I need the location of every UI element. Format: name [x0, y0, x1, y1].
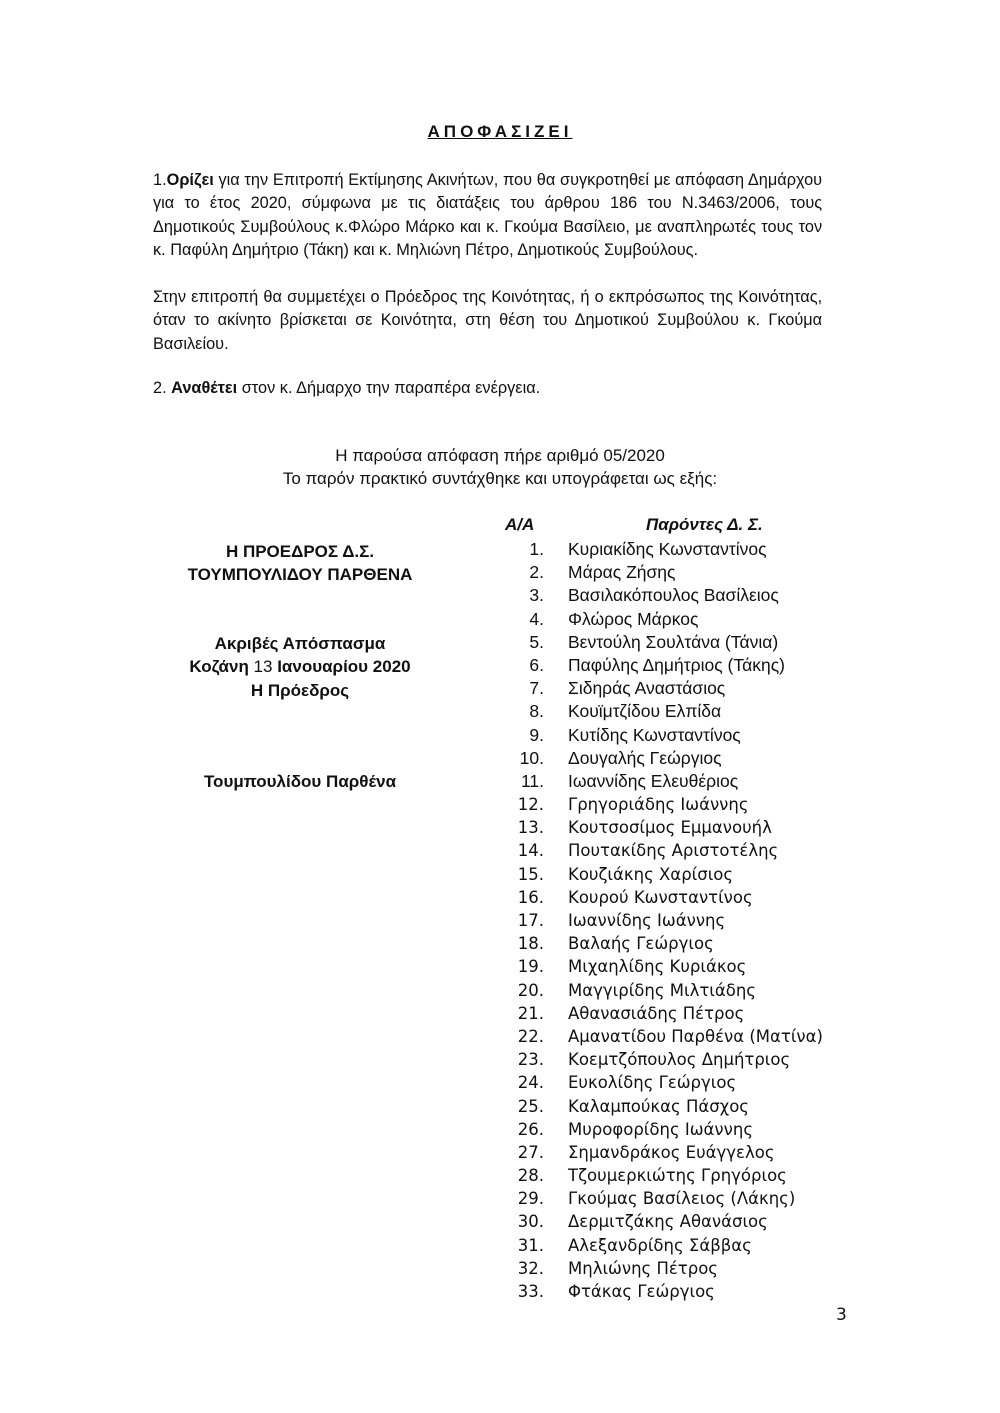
- attendance-row-name: Αμανατίδου Παρθένα (Ματίνα): [568, 1026, 823, 1046]
- attendance-row-name: Κουϊμτζίδου Ελπίδα: [568, 701, 722, 722]
- attendance-row-name: Βαλαής Γεώργιος: [568, 934, 714, 954]
- attendance-row-number: 22.: [517, 1026, 544, 1046]
- attendance-row-name: Κυριακίδης Κωνσταντίνος: [568, 539, 767, 559]
- paragraph-1-verb: Ορίζει: [166, 170, 214, 189]
- attendance-row: [500, 584, 900, 607]
- attendance-row: [500, 932, 900, 955]
- paragraph-1b: Στην επιτροπή θα συμμετέχει ο Πρόεδρος της Κοινότητας, ή ο εκπρόσωπος της Κοινότητας, όταν το ακίνητο βρίσκεται σε Κοινότητα, στη θέση του Δημοτικού Συμβούλου κ. Γκούμα Βασιλείου.: [153, 287, 823, 353]
- page-number: 3: [836, 1305, 847, 1325]
- attendance-row: [500, 1210, 900, 1233]
- attendance-row-name: Αλεξανδρίδης Σάββας: [568, 1235, 752, 1255]
- attendance-row-name: Φλώρος Μάρκος: [568, 608, 699, 629]
- attendance-row-number: 20.: [517, 980, 544, 1000]
- attendance-row-number: 29.: [517, 1189, 544, 1209]
- attendance-row: [500, 1141, 900, 1164]
- extract-day: 13: [248, 657, 278, 677]
- extract-role: Η Πρόεδρος: [250, 680, 350, 700]
- attendance-row-number: 32.: [517, 1258, 544, 1278]
- paragraph-2-number: 2.: [153, 378, 172, 397]
- attendance-row-number: 11.: [520, 770, 544, 791]
- attendance-row-name: Δουγαλής Γεώργιος: [568, 747, 722, 768]
- attendance-row-name: Κοεμτζόπουλος Δημήτριος: [568, 1050, 791, 1070]
- attendance-row-name: Αθανασιάδης Πέτρος: [568, 1003, 745, 1023]
- decision-number-line: Η παρούσα απόφαση πήρε αριθμό 05/2020: [335, 446, 665, 465]
- attendance-row-number: 24.: [517, 1073, 544, 1093]
- attendance-row-number: 26.: [517, 1119, 544, 1139]
- attendance-row: [500, 770, 900, 793]
- attendance-row: [500, 886, 900, 909]
- paragraph-1-number: 1.: [153, 170, 167, 189]
- attendance-row: [500, 863, 900, 886]
- signature-name: Τουμπουλίδου Παρθένα: [203, 772, 397, 791]
- attendance-row-number: 19.: [517, 957, 544, 977]
- president-title: Η ΠΡΟΕΔΡΟΣ Δ.Σ.: [225, 542, 375, 561]
- attendance-row-name: Φτάκας Γεώργιος: [568, 1282, 715, 1301]
- attendance-row-name: Ιωαννίδης Ιωάννης: [568, 911, 726, 930]
- attendance-row-number: 1.: [529, 539, 544, 559]
- attendance-row-number: 10.: [519, 747, 544, 768]
- attendance-row-number: 9.: [529, 724, 544, 745]
- attendance-row: [500, 700, 900, 723]
- attendance-row: [500, 677, 900, 700]
- attendance-row-name: Παφύλης Δημήτριος (Τάκης): [568, 654, 785, 675]
- attendance-row-name: Γκούμας Βασίλειος (Λάκης): [568, 1189, 796, 1209]
- attendance-row: [500, 816, 900, 839]
- attendance-row-name: Σιδηράς Αναστάσιος: [568, 678, 726, 699]
- column-header-present: Παρόντες Δ. Σ.: [646, 515, 763, 534]
- extract-place: Κοζάνη: [189, 657, 249, 677]
- attendance-row-number: 30.: [517, 1212, 544, 1232]
- attendance-row-number: 28.: [517, 1166, 544, 1186]
- extract-title: Ακριβές Απόσπασμα: [214, 634, 386, 653]
- paragraph-2-text: στον κ. Δήμαρχο την παραπέρα ενέργεια.: [237, 378, 541, 397]
- attendance-row: [500, 561, 900, 584]
- attendance-row: [500, 1164, 900, 1187]
- attendance-row-number: 15.: [517, 864, 544, 884]
- attendance-row-name: Μιχαηλίδης Κυριάκος: [568, 957, 747, 977]
- attendance-row-number: 31.: [517, 1235, 544, 1255]
- attendance-row: [500, 1187, 900, 1210]
- attendance-row-name: Κυτίδης Κωνσταντίνος: [568, 724, 741, 745]
- attendance-row-number: 16.: [517, 887, 544, 907]
- attendance-row-number: 14.: [517, 841, 544, 861]
- attendance-row: [500, 538, 900, 561]
- attendance-row-number: 2.: [529, 562, 544, 583]
- signed-line: Το παρόν πρακτικό συντάχθηκε και υπογράφεται ως εξής:: [282, 469, 718, 488]
- attendance-row: [500, 654, 900, 677]
- extract-block: [150, 632, 450, 702]
- attendance-row-name: Τζουμερκιώτης Γρηγόριος: [568, 1166, 787, 1186]
- attendance-list: [500, 538, 900, 1303]
- attendance-row: [500, 1118, 900, 1141]
- president-name: ΤΟΥΜΠΟΥΛΙΔΟΥ ΠΑΡΘΕΝΑ: [187, 565, 413, 585]
- attendance-row: [500, 724, 900, 747]
- paragraph-1: [153, 168, 822, 261]
- attendance-row: [500, 1025, 900, 1048]
- attendance-row: [500, 1234, 900, 1257]
- attendance-row-name: Μάρας Ζήσης: [568, 562, 676, 583]
- attendance-row: [500, 1048, 900, 1071]
- paragraph-2-verb: Αναθέτει: [171, 378, 238, 397]
- attendance-row: [500, 1257, 900, 1280]
- attendance-row-name: Δερμιτζάκης Αθανάσιος: [568, 1212, 768, 1232]
- attendance-row-name: Βασιλακόπουλος Βασίλειος: [568, 585, 779, 606]
- attendance-row-name: Μηλιώνης Πέτρος: [568, 1258, 718, 1278]
- attendance-row-name: Βεντούλη Σουλτάνα (Τάνια): [568, 631, 779, 652]
- attendance-row-number: 18.: [517, 934, 544, 954]
- decision-heading: ΑΠΟΦΑΣΙΖΕΙ: [427, 122, 573, 141]
- extract-date: [150, 655, 450, 678]
- attendance-row-name: Καλαμπούκας Πάσχος: [568, 1096, 749, 1116]
- attendance-row-number: 12.: [517, 795, 544, 815]
- attendance-row-name: Ευκολίδης Γεώργιος: [568, 1073, 737, 1093]
- attendance-row: [500, 631, 900, 654]
- attendance-row-number: 5.: [529, 631, 544, 652]
- president-block: [150, 540, 450, 587]
- attendance-row: [500, 608, 900, 631]
- attendance-row-number: 27.: [517, 1142, 544, 1162]
- extract-month-year: Ιανουαρίου 2020: [277, 657, 411, 677]
- attendance-row-number: 33.: [517, 1282, 544, 1301]
- paragraph-1-text: για την Επιτροπή Εκτίμησης Ακινήτων, που θα συγκροτηθεί με απόφαση Δημάρχου για το έτος 2020, σύμφωνα με τις διατάξεις του άρθρου 186 του Ν.3463/2006, τους Δημοτικούς Συμβούλους κ.Φλώρο Μάρκο και κ. Γκούμα Βασίλειο, με αναπληρωτές τους τον κ. Παφύλη Δημήτριο (Τάκη) και κ. Μηλιώνη Πέτρο, Δημοτικούς Συμβούλους.: [153, 170, 823, 259]
- attendance-row: [500, 979, 900, 1002]
- attendance-row: [500, 1280, 900, 1303]
- attendance-row: [500, 1095, 900, 1118]
- attendance-row-number: 13.: [517, 818, 544, 838]
- attendance-row-number: 6.: [529, 654, 544, 675]
- attendance-row-name: Πουτακίδης Αριστοτέλης: [568, 841, 779, 861]
- attendance-row-number: 3.: [529, 585, 544, 606]
- attendance-row: [500, 955, 900, 978]
- attendance-row: [500, 747, 900, 770]
- attendance-row: [500, 839, 900, 862]
- attendance-row-number: 17.: [517, 911, 544, 930]
- attendance-row-name: Γρηγοριάδης Ιωάννης: [568, 795, 749, 815]
- attendance-row-number: 7.: [529, 678, 544, 699]
- attendance-row-name: Μυροφορίδης Ιωάννης: [568, 1119, 754, 1139]
- attendance-row-name: Κουρού Κωνσταντίνος: [568, 887, 753, 907]
- attendance-row-name: Μαγγιρίδης Μιλτιάδης: [568, 980, 756, 1000]
- attendance-row: [500, 1071, 900, 1094]
- attendance-row: [500, 909, 900, 932]
- paragraph-2: [153, 376, 822, 399]
- column-header-number: Α/Α: [505, 515, 535, 534]
- attendance-row: [500, 793, 900, 816]
- attendance-row-name: Κουτσοσίμος Εμμανουήλ: [568, 818, 772, 838]
- attendance-row: [500, 1002, 900, 1025]
- attendance-row-name: Ιωαννίδης Ελευθέριος: [568, 770, 739, 791]
- attendance-row-number: 8.: [529, 701, 544, 722]
- attendance-row-number: 21.: [517, 1003, 544, 1023]
- attendance-row-number: 25.: [517, 1096, 544, 1116]
- attendance-row-number: 23.: [517, 1050, 544, 1070]
- attendance-row-number: 4.: [529, 608, 544, 629]
- attendance-row-name: Κουζιάκης Χαρίσιος: [568, 864, 734, 884]
- attendance-row-name: Σημανδράκος Ευάγγελος: [568, 1142, 775, 1162]
